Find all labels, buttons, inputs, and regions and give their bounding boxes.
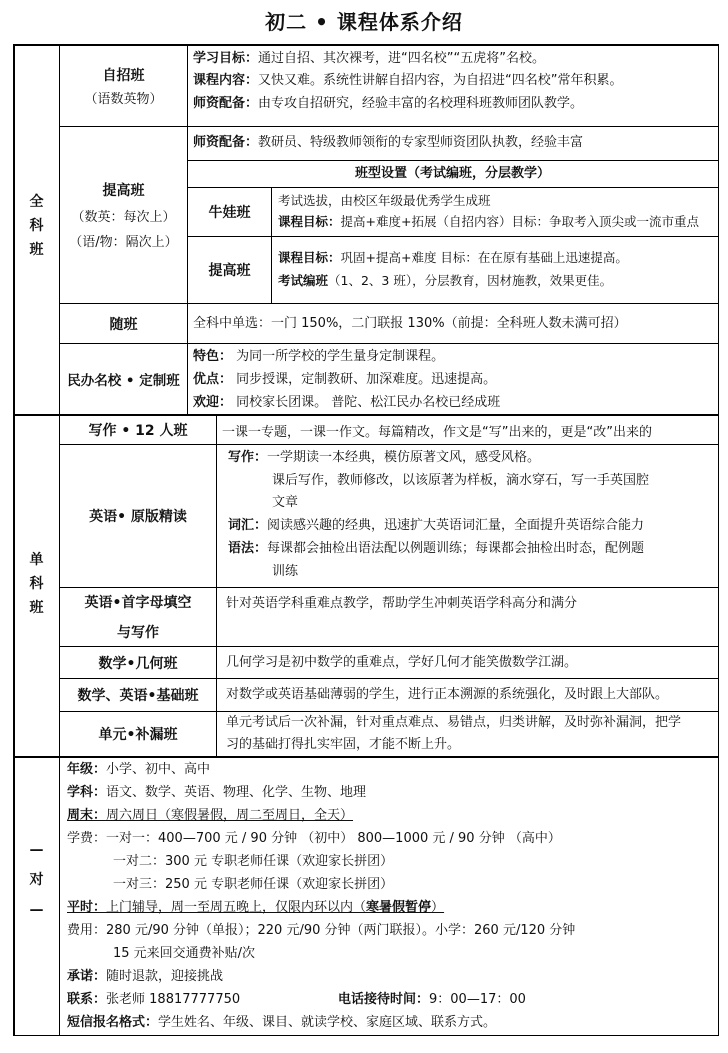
minban-cell bbox=[60, 344, 187, 414]
minban-welcome: 欢迎： 同校家长团课。 普陀、松江民办名校已经成班 bbox=[193, 395, 501, 410]
niuwa-class-cell bbox=[188, 188, 271, 236]
yidui-subject: 学科：语文、数学、英语、物理、化学、生物、地理 bbox=[67, 785, 367, 800]
niuwa-goal: 课程目标：提高+难度+拓展（自招内容）目标：争取考入顶尖或一流市重点 bbox=[278, 214, 699, 229]
category-quanke: 全 科 班 bbox=[29, 194, 44, 258]
yingyu-grammar2: 训练 bbox=[272, 564, 299, 579]
table-right-border bbox=[718, 44, 719, 1035]
jichu-text: 对数学或英语基础薄弱的学生，进行正本溯源的系统强化，及时跟上大部队。 bbox=[226, 687, 669, 702]
yidui-fee1: 学费：一对一：400—700 元 / 90 分钟 （初中） 800—1000 元 / 90 分钟 （高中） bbox=[67, 831, 561, 846]
yingyu-cell bbox=[60, 445, 216, 587]
yidui-weekend: 周末：周六周日（寒假暑假，周二至周日，全天） bbox=[67, 808, 354, 823]
shouzimu-text: 针对英语学科重难点教学，帮助学生冲刺英语学科高分和满分 bbox=[226, 596, 578, 611]
zizhao-class-name: 自招班 bbox=[102, 67, 145, 84]
yidui-sms: 短信报名格式：学生姓名、年级、课目、就读学校、家庭区域、联系方式。 bbox=[67, 1015, 497, 1030]
category-danke: 单 科 班 bbox=[29, 552, 44, 616]
yingyu-writing: 写作：一学期读一本经典，模仿原著文风，感受风格。 bbox=[228, 450, 541, 465]
zizhao-goal: 学习目标：通过自招、其次裸考，进“四名校”“五虎将”名校。 bbox=[193, 51, 545, 66]
page-title: 初二 • 课程体系介绍 bbox=[265, 10, 463, 34]
tigao-class-name: 提高班 bbox=[102, 183, 145, 199]
shouzimu-name2: 与写作 bbox=[117, 625, 159, 641]
minban-feature: 特色： 为同一所学校的学生量身定制课程。 bbox=[193, 349, 445, 364]
tigao2-exam: 考试编班（1、2、3 班），分层教育，因材施教，效果更佳。 bbox=[278, 273, 613, 288]
yingyu-name: 英语• 原版精读 bbox=[89, 509, 187, 525]
shouzimu-cell bbox=[60, 588, 216, 646]
suiban-cell bbox=[60, 304, 187, 343]
zizhao-teacher: 师资配备：由专攻自招研究，经验丰富的名校理科班教师团队教学。 bbox=[193, 96, 584, 111]
category-yidui: — 对 — bbox=[29, 842, 44, 918]
minban-name: 民办名校 • 定制班 bbox=[67, 373, 180, 389]
buluo-text1: 单元考试后一次补漏，针对重点难点、易错点，归类讲解，及时弥补漏洞，把学 bbox=[226, 715, 682, 730]
suiban-text: 全科中单选：一门 150%，二门联报 130%（前提：全科班人数未满可招） bbox=[193, 316, 627, 331]
yidui-weekday: 平时：上门辅导，周一至周五晚上，仅限内环以内（寒暑假暂停） bbox=[67, 900, 445, 915]
tigao2-class-name: 提高班 bbox=[208, 263, 251, 279]
shouzimu-name1: 英语•首字母填空 bbox=[84, 595, 192, 611]
tigao2-goal: 课程目标：巩固+提高+难度 目标：在在原有基础上迅速提高。 bbox=[278, 250, 628, 265]
jihe-text: 几何学习是初中数学的重难点，学好几何才能笑傲数学江湖。 bbox=[226, 655, 578, 670]
jichu-cell bbox=[60, 679, 216, 711]
xiezuo-cell bbox=[60, 416, 216, 444]
xiezuo-text: 一课一专题，一课一作文。每篇精改，作文是“写”出来的，更是“改”出来的 bbox=[222, 425, 652, 440]
minban-advantage: 优点： 同步授课，定制教研、加深难度。迅速提高。 bbox=[193, 372, 497, 387]
buluo-cell bbox=[60, 712, 216, 756]
yingyu-grammar: 语法：每课都会抽检出语法配以例题训练；每课都会抽检出时态，配例题 bbox=[228, 541, 645, 556]
yidui-fee3: 一对三：250 元 专职老师任课（欢迎家长拼团） bbox=[113, 877, 394, 892]
niuwa-line1: 考试选拔，由校区年级最优秀学生成班 bbox=[278, 193, 491, 208]
niuwa-class-name: 牛娃班 bbox=[208, 205, 251, 221]
tigao-class-sub2: （语/物：隔次上） bbox=[69, 235, 178, 250]
yidui-phone-time: 电话接待时间：9：00—17：00 bbox=[338, 992, 526, 1007]
section-divider-yidui bbox=[13, 756, 719, 758]
tigao2-class-cell bbox=[188, 237, 271, 303]
jichu-name: 数学、英语•基础班 bbox=[77, 688, 199, 704]
zizhao-class-cell bbox=[60, 45, 187, 126]
tigao-setup: 班型设置（考试编班，分层教学） bbox=[354, 166, 550, 181]
yidui-grade: 年级：小学、初中、高中 bbox=[67, 762, 211, 777]
yidui-cost1: 费用：280 元/90 分钟（单报）；220 元/90 分钟（两门联报）。小学：260 元/120 分钟 bbox=[67, 923, 576, 938]
zizhao-class-sub: （语数英物） bbox=[84, 91, 163, 107]
yidui-cost2: 15 元来回交通费补贴/次 bbox=[113, 946, 256, 961]
yingyu-writing3: 文章 bbox=[272, 495, 299, 510]
yingyu-writing2: 课后写作，教师修改，以该原著为样板，滴水穿石，写一手英国腔 bbox=[272, 473, 650, 488]
jihe-cell bbox=[60, 647, 216, 678]
suiban-name: 随班 bbox=[109, 316, 138, 333]
tigao-class-cell bbox=[60, 127, 187, 303]
table-bottom-border bbox=[13, 1035, 719, 1036]
xiezuo-name: 写作 • 12 人班 bbox=[88, 423, 188, 439]
yidui-promise: 承诺：随时退款，迎接挑战 bbox=[67, 969, 224, 984]
yidui-contact: 联系：张老师 18817777750 bbox=[67, 992, 241, 1007]
yidui-fee2: 一对二：300 元 专职老师任课（欢迎家长拼团） bbox=[113, 854, 394, 869]
jihe-name: 数学•几何班 bbox=[98, 655, 178, 672]
buluo-name: 单元•补漏班 bbox=[98, 727, 178, 743]
yingyu-vocab: 词汇：阅读感兴趣的经典，迅速扩大英语词汇量，全面提升英语综合能力 bbox=[228, 518, 645, 533]
tigao-teacher: 师资配备：教研员、特级教师领衔的专家型师资团队执教，经验丰富 bbox=[193, 135, 584, 150]
buluo-text2: 习的基础打得扎实牢固，才能不断上升。 bbox=[226, 737, 461, 752]
zizhao-content: 课程内容：又快又难。系统性讲解自招内容，为自招进“四名校”常年积累。 bbox=[193, 73, 623, 88]
tigao-class-sub1: （数英：每次上） bbox=[71, 210, 176, 225]
